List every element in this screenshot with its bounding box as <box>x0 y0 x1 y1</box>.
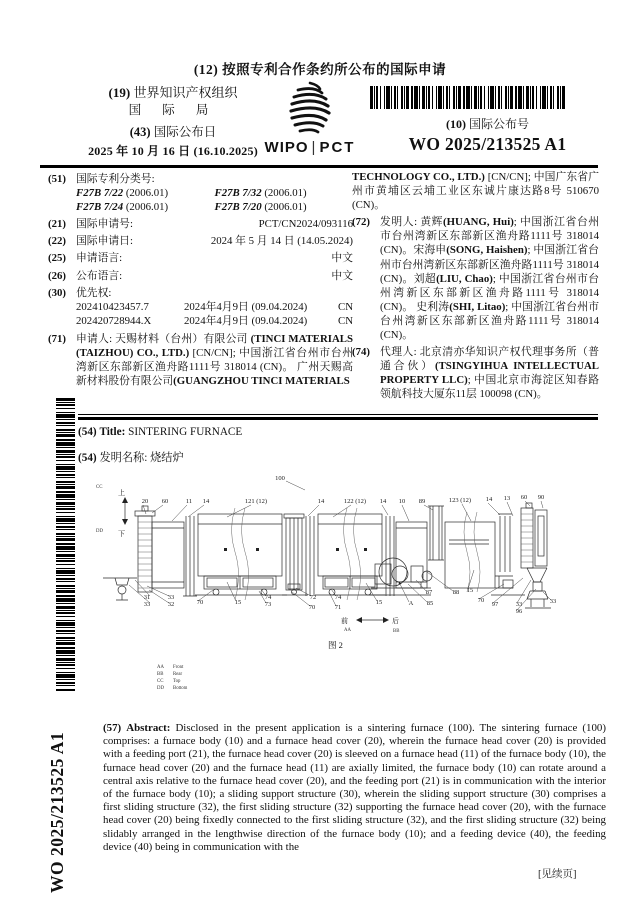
ref-label-72: 72 <box>309 594 317 601</box>
priority-label: 优先权: <box>76 286 112 299</box>
svg-text:CC: CC <box>157 679 164 684</box>
ref-label-14: 14 <box>202 498 210 505</box>
title-zh-label: 发明名称: <box>99 452 148 464</box>
ipc-row <box>48 172 353 214</box>
app-no-label: 国际申请号: <box>76 218 133 231</box>
detail-circle-a <box>379 558 407 586</box>
ref-label-85: 85 <box>426 600 434 607</box>
ref-label-31: 31 <box>143 594 151 601</box>
ref-label-71: 71 <box>334 604 342 611</box>
filing-lang-label: 申请语言: <box>76 252 123 265</box>
app-no-value: PCT/CN2024/093116 <box>258 218 353 231</box>
pubdate-value: 2025 年 10 月 16 日 (16.10.2025) <box>88 144 258 158</box>
dir-down-label: 下 <box>118 530 125 538</box>
ref-label-20: 20 <box>141 498 149 505</box>
org-bureau: 国 际 局 <box>128 103 218 117</box>
publication-type-line: (12) 按照专利合作条约所公布的国际申请 <box>193 62 447 77</box>
ref-label-74: 74 <box>264 594 272 601</box>
ipc-label: 国际专利分类号: <box>76 173 155 185</box>
direction-indicator-vertical <box>96 485 128 538</box>
dir-up-label: 上 <box>118 489 125 497</box>
ref-label-33: 33 <box>143 601 151 608</box>
ipc-code: F27B 7/32 (2006.01) <box>214 187 307 200</box>
agent-text: 代理人: 北京清亦华知识产权代理事务所（普通合伙）(TSINGYIHUA INTELLECTUAL PROPERTY LLC); 中国北京市海淀区知春路领航科技大厦东11层 100098 (CN)。 <box>380 346 600 401</box>
abstract-text: Disclosed in the present application is a sintering furnace (100). The sintering furnace (100) comprises: a furnace body (10) and a furnace head cover (20), wherein the furnace head cover (20) is provided with a feeding port (21), the furnace head cover (20) is sleeved on a furnace head (11) of the furnace body (10), the furnace head cover (20) and the furnace head (11) are axially limited, the furnace body (10) can rotate around a central axis relative to the furnace head cover (20), and the feeding port (21) is in communication with the interior of the furnace body (10); a sliding support structure (30), wherein the sliding support structure (30) comprises a first sliding structure (32), the first sliding structure (32) supporting the furnace head cover (20), with the furnace head cover (20) being fixedly connected to the first sliding structure (32), and the first sliding structure (32) being slidably arranged in the lengthwise direction of the furnace body (10); and a feeding device (40), the feeding device (40) being in communication with the <box>103 722 606 853</box>
field-54-num-zh: (54) <box>78 452 97 464</box>
pubdate-label-line <box>78 124 268 141</box>
ref-label-14: 14 <box>317 498 325 505</box>
figure-legend <box>157 665 188 691</box>
svg-text:DD: DD <box>157 686 164 691</box>
app-date-label: 国际申请日: <box>76 235 133 248</box>
aa-marker: AA <box>344 628 351 633</box>
inventors-row <box>352 215 599 342</box>
ref-label-14: 14 <box>379 498 387 505</box>
priority-row <box>48 286 353 328</box>
ref-label-70: 70 <box>477 597 485 604</box>
direction-indicator-horizontal <box>341 616 399 634</box>
vertical-publication-number: WO 2025/213525 A1 <box>47 731 67 893</box>
field-25-num: (25) <box>48 252 66 265</box>
ref-label-70: 70 <box>308 604 316 611</box>
ref-label-100: 100 <box>275 475 285 482</box>
ref-label-33: 33 <box>167 594 175 601</box>
ipc-code: F27B 7/22 (2006.01) <box>76 187 169 200</box>
ref-label-97: 97 <box>491 601 499 608</box>
ipc-codes <box>76 186 353 214</box>
dir-front-label: 前 <box>341 617 348 625</box>
field-10-num: (10) <box>445 117 466 131</box>
priority-item: 202410423457.7 2024年4月9日 (09.04.2024) CN <box>76 300 353 313</box>
field-72-num: (72) <box>352 216 370 229</box>
issuing-org-block <box>78 84 268 160</box>
wipo-text: WIPO <box>264 139 309 156</box>
wipo-pct-divider: | <box>311 139 317 156</box>
ref-label-33: 33 <box>549 598 557 605</box>
svg-text:BB: BB <box>157 672 164 677</box>
biblio-right-column <box>352 170 599 405</box>
ref-label-32: 32 <box>167 601 175 608</box>
field-22-num: (22) <box>48 235 66 248</box>
field-43-num: (43) <box>129 125 151 139</box>
ref-label-73: 73 <box>264 601 272 608</box>
priority-item: 202420728944.X 2024年4月9日 (09.04.2024) CN <box>76 314 353 327</box>
ref-label-60: 60 <box>161 498 169 505</box>
field-30-num: (30) <box>48 286 66 299</box>
svg-text:Rear: Rear <box>173 672 183 677</box>
patent-figure-2 <box>75 470 635 705</box>
svg-text:AA: AA <box>157 665 164 670</box>
break-lines <box>232 508 481 600</box>
side-barcode <box>56 398 75 690</box>
ref-label-122 (12): 122 (12) <box>343 498 367 505</box>
dd-marker: DD <box>96 529 103 534</box>
figure-caption: 图 2 <box>328 640 343 650</box>
ref-label-15: 15 <box>466 587 474 594</box>
app-date-value: 2024 年 5 月 14 日 (14.05.2024) <box>210 235 353 248</box>
bb-marker: BB <box>393 629 400 634</box>
continuation-note: [见续页] <box>538 869 577 880</box>
svg-text:Bottom: Bottom <box>173 686 188 691</box>
title-rule-thick <box>78 417 598 420</box>
publication-language-row <box>48 269 353 283</box>
field-57-num: (57) <box>103 722 122 734</box>
ref-label-96: 96 <box>515 608 523 615</box>
ref-label-121 (12): 121 (12) <box>244 498 268 505</box>
application-number-row <box>48 217 353 231</box>
title-en-value: SINTERING FURNACE <box>128 426 243 438</box>
ref-label-123 (12): 123 (12) <box>448 497 472 504</box>
field-71-num: (71) <box>48 332 66 345</box>
wipo-pct-wordmark <box>252 139 368 156</box>
pubno-label-line <box>385 115 590 132</box>
applicant-continuation <box>352 170 599 212</box>
pct-text: PCT <box>319 139 356 156</box>
ref-label-14: 14 <box>485 496 493 503</box>
title-en-line <box>78 426 598 438</box>
ref-label-90: 90 <box>537 494 545 501</box>
ref-label-11: 11 <box>185 498 193 505</box>
org-name-line <box>78 84 268 101</box>
pubdate-label: 国际公布日 <box>153 125 217 139</box>
dir-rear-label: 后 <box>392 617 399 625</box>
ref-label-15: 15 <box>375 599 383 606</box>
header-rule <box>40 165 598 168</box>
pub-lang-label: 公布语言: <box>76 269 123 282</box>
application-date-row <box>48 234 353 248</box>
agent-row <box>352 345 599 401</box>
publication-barcode <box>370 86 563 109</box>
ref-label-33: 33 <box>515 601 523 608</box>
ref-label-60: 60 <box>520 494 528 501</box>
field-26-num: (26) <box>48 269 66 282</box>
wipo-logo <box>264 80 350 138</box>
field-19-num: (19) <box>108 85 131 100</box>
ipc-body <box>76 172 353 214</box>
ref-label-87: 87 <box>425 589 433 596</box>
title-en-label: Title: <box>99 426 126 438</box>
ref-label-89: 89 <box>418 498 426 505</box>
title-rule-thin <box>78 414 598 415</box>
abstract-label: Abstract: <box>126 722 171 734</box>
field-51-num: (51) <box>48 173 66 185</box>
svg-text:Front: Front <box>173 665 184 670</box>
filing-language-row <box>48 251 353 265</box>
biblio-left-column <box>48 172 353 391</box>
reference-numerals <box>142 475 557 615</box>
ref-label-70: 70 <box>196 599 204 606</box>
inventors-text: 发明人: 黄辉(HUANG, Hui); 中国浙江省台州市台州湾新区东部新区渔舟路1111号 318014 (CN)。宋海申(SONG, Haishen); 中国浙江省台州市台州湾新区东部新区渔舟路1111号 318014 (CN)。刘超(LIU, Chao); 中国浙江省台州市台州湾新区东部新区渔舟路1111号 318014 (CN)。 史利涛(SHI, Litao); 中国浙江省台州市台州湾新区东部新区渔舟路1111号 318014 (CN)。 <box>380 216 600 342</box>
pub-lang-value: 中文 <box>331 269 353 282</box>
publication-number-block <box>385 115 590 155</box>
abstract-block <box>103 722 606 854</box>
pubno-value: WO 2025/213525 A1 <box>408 134 567 154</box>
svg-text:Top: Top <box>173 679 181 684</box>
field-74-num: (74) <box>352 346 370 359</box>
field-21-num: (21) <box>48 218 66 231</box>
ref-label-74: 74 <box>334 594 342 601</box>
field-54-num: (54) <box>78 426 97 438</box>
ref-label-10: 10 <box>398 498 406 505</box>
applicant-row <box>48 332 353 388</box>
applicant-text: 申请人: 天赐材料（台州）有限公司 (TINCI MATERIALS (TAIZHOU) CO., LTD.) [CN/CN]; 中国浙江省台州市台州湾新区东部新区渔舟路1111号 318014 (CN)。 广州天赐高新材料股份有限公司(GUANGZHOU TINCI MATERIALS <box>76 332 353 388</box>
pubno-label: 国际公布号 <box>468 117 529 131</box>
ipc-code: F27B 7/20 (2006.01) <box>214 201 307 214</box>
cc-marker: CC <box>96 485 103 490</box>
ref-label-88: 88 <box>452 589 460 596</box>
title-zh-line <box>78 449 598 465</box>
ref-label-15: 15 <box>234 599 242 606</box>
ipc-code: F27B 7/24 (2006.01) <box>76 201 169 214</box>
filing-lang-value: 中文 <box>331 252 353 265</box>
org-name: 世界知识产权组织 <box>133 85 238 100</box>
ref-label-13: 13 <box>503 495 511 502</box>
applicant-cont-text: TECHNOLOGY CO., LTD.) [CN/CN]; 中国广东省广州市黄埔区云埔工业区东诚片康达路8号 510670 (CN)。 <box>352 171 600 212</box>
furnace-drawing <box>103 503 551 608</box>
title-zh-value: 烧结炉 <box>150 452 184 464</box>
ref-label-A: A <box>408 600 414 607</box>
